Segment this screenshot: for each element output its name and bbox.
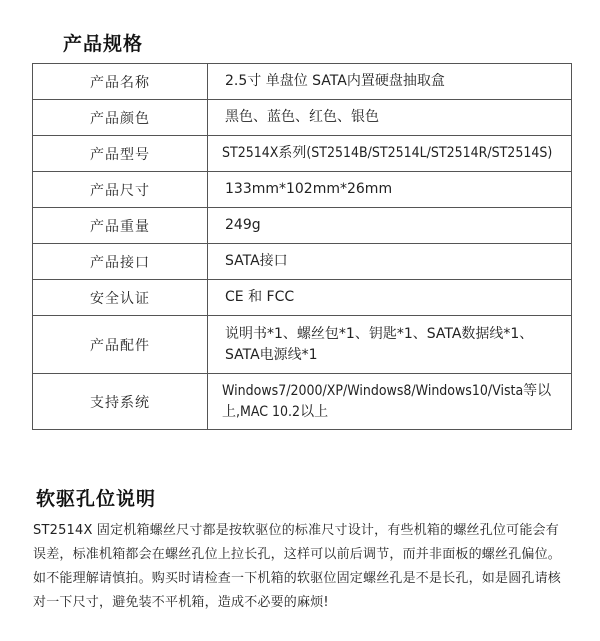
spec-label: 产品型号 [33,136,208,172]
spec-value: CE 和 FCC [208,280,572,316]
spec-row-interface [33,244,572,280]
spec-label: 产品配件 [33,316,208,374]
spec-value: 249g [208,208,572,244]
spec-row-certification [33,280,572,316]
spec-value: Windows7/2000/XP/Windows8/Windows10/Vista等以上,MAC 10.2以上 [208,374,572,430]
spec-label: 产品颜色 [33,100,208,136]
spec-label: 产品尺寸 [33,172,208,208]
specs-section-title: 产品规格 [63,33,144,55]
spec-label: 产品名称 [33,64,208,100]
drive-hole-section-title: 软驱孔位说明 [36,488,157,510]
spec-value: 黑色、蓝色、红色、银色 [208,100,572,136]
spec-value: SATA接口 [208,244,572,280]
spec-row-accessories [33,316,572,374]
spec-row-os [33,374,572,430]
spec-label: 支持系统 [33,374,208,430]
spec-label: 安全认证 [33,280,208,316]
spec-row-name [33,64,572,100]
spec-value: ST2514X系列(ST2514B/ST2514L/ST2514R/ST2514S) [208,136,572,172]
drive-hole-description: ST2514X 固定机箱螺丝尺寸都是按软驱位的标准尺寸设计，有些机箱的螺丝孔位可能会有误差，标准机箱都会在螺丝孔位上拉长孔，这样可以前后调节，而并非面板的螺丝孔偏位。如不能理解请慎拍。购买时请检查一下机箱的软驱位固定螺丝孔是不是长孔，如是圆孔请核对一下尺寸，避免装不平机箱，造成不必要的麻烦! [33,523,562,610]
spec-value: 133mm*102mm*26mm [208,172,572,208]
spec-row-size [33,172,572,208]
spec-row-color [33,100,572,136]
spec-value: 2.5寸 单盘位 SATA内置硬盘抽取盒 [208,64,572,100]
spec-row-model [33,136,572,172]
spec-table [32,63,572,430]
spec-value: 说明书*1、螺丝包*1、钥匙*1、SATA数据线*1、SATA电源线*1 [208,316,572,374]
spec-label: 产品接口 [33,244,208,280]
spec-row-weight [33,208,572,244]
spec-label: 产品重量 [33,208,208,244]
